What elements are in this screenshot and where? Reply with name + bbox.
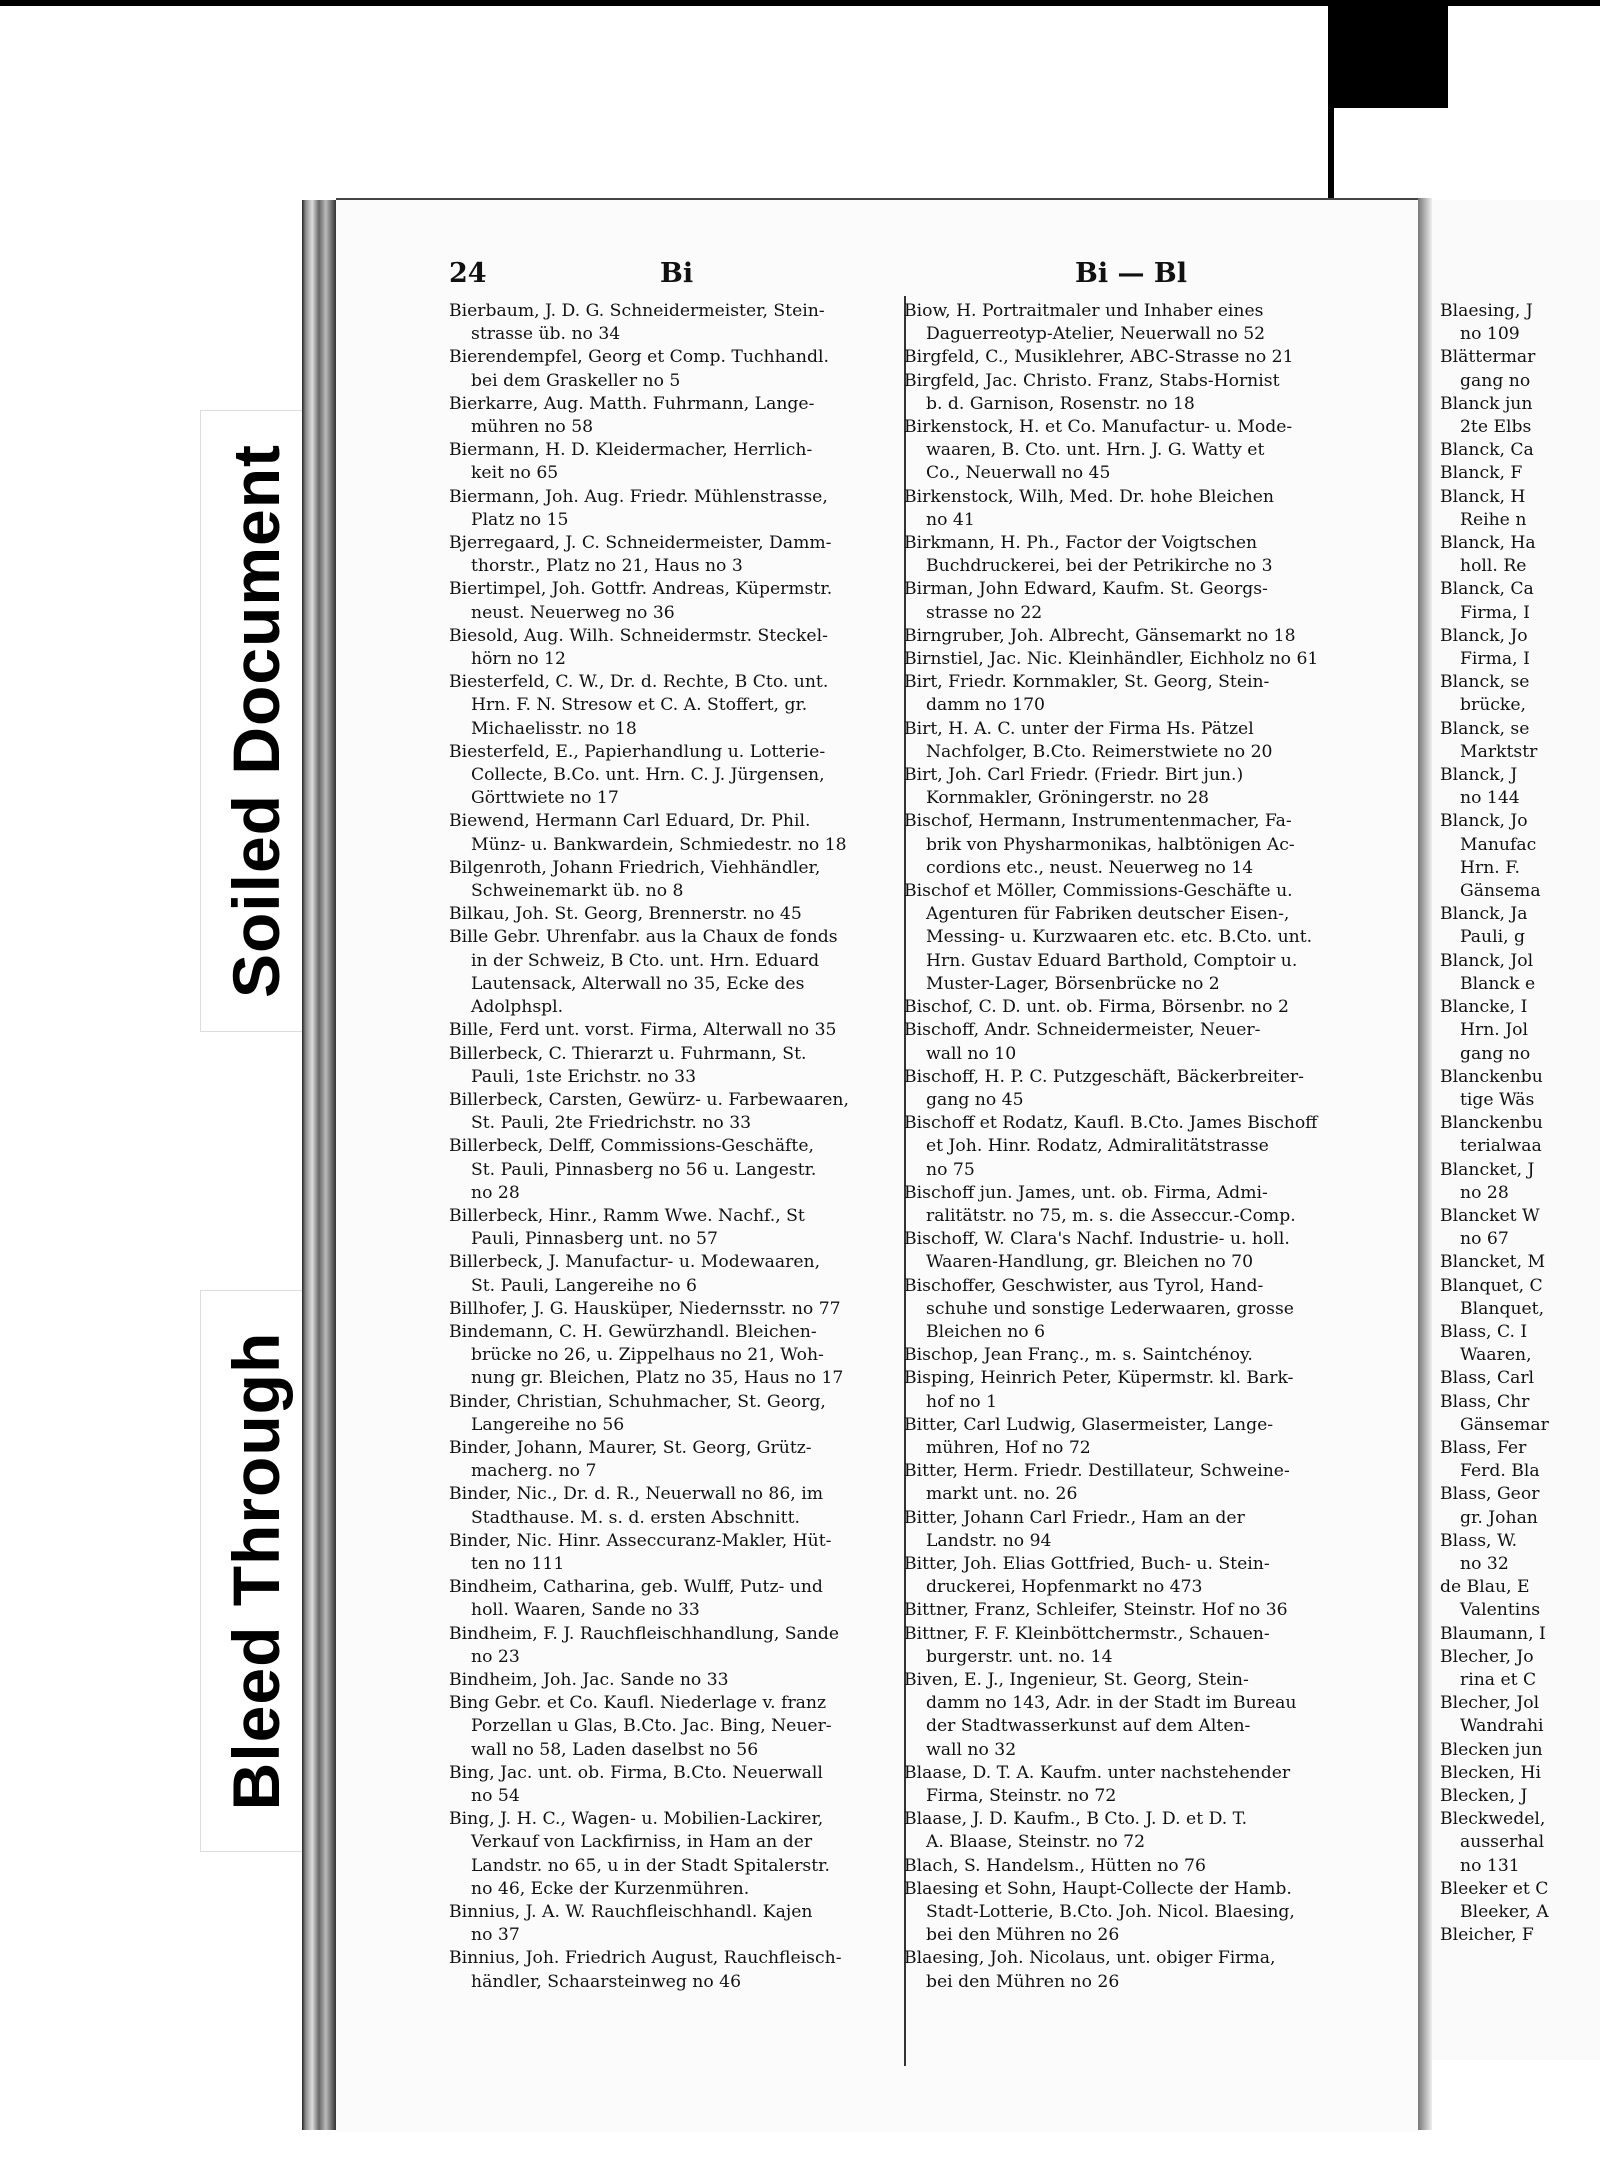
directory-line: Münz- u. Bankwardein, Schmiedestr. no 18 (471, 834, 847, 855)
directory-line: Firma, I (1460, 602, 1530, 623)
directory-line: Blaumann, I (1440, 1623, 1546, 1644)
directory-line: Landstr. no 94 (926, 1530, 1052, 1551)
directory-line: holl. Re (1460, 556, 1527, 577)
directory-line: Bittner, F. F. Kleinböttchermstr., Schauen- (904, 1623, 1270, 1644)
directory-line: Bilkau, Joh. St. Georg, Brennerstr. no 45 (449, 904, 802, 925)
directory-line: no 37 (471, 1925, 520, 1946)
directory-line: Bischof, C. D. unt. ob. Firma, Börsenbr. no 2 (904, 997, 1289, 1018)
directory-line: Bing Gebr. et Co. Kaufl. Niederlage v. franz (449, 1693, 827, 1714)
directory-line: Bleicher, F (1440, 1925, 1534, 1946)
directory-line: Binnius, J. A. W. Rauchfleischhandl. Kajen (449, 1902, 813, 1923)
directory-line: de Blau, E (1440, 1577, 1530, 1598)
directory-line: Blanquet, C (1440, 1275, 1543, 1296)
soiled-document-label: Soiled Document (219, 443, 293, 999)
directory-line: Bindheim, F. J. Rauchfleischhandlung, Sande (449, 1623, 840, 1644)
directory-line: Blaesing, J (1440, 301, 1533, 321)
directory-line: Adolphspl. (471, 997, 564, 1018)
directory-line: mühren, Hof no 72 (926, 1437, 1091, 1458)
directory-line: Billerbeck, Delff, Commissions-Geschäfte, (449, 1136, 814, 1157)
directory-line: Firma, Steinstr. no 72 (926, 1786, 1117, 1806)
directory-line: Bischoff jun. James, unt. ob. Firma, Admi- (904, 1182, 1268, 1203)
directory-line: Firma, I (1460, 649, 1530, 670)
directory-line: Birman, John Edward, Kaufm. St. Georgs- (904, 579, 1268, 600)
directory-line: Bischoff, Andr. Schneidermeister, Neuer- (904, 1020, 1261, 1041)
scanner-black-strip (1328, 0, 1448, 108)
directory-line: Waaren-Handlung, gr. Bleichen no 70 (926, 1252, 1254, 1273)
directory-line: Bleckwedel, (1440, 1809, 1546, 1830)
directory-line: no 54 (471, 1786, 520, 1806)
directory-line: burgerstr. unt. no. 14 (926, 1646, 1113, 1667)
directory-line: waaren, B. Cto. unt. Hrn. J. G. Watty et (926, 440, 1265, 461)
directory-line: Bittner, Franz, Schleifer, Steinstr. Hof no 36 (904, 1600, 1288, 1621)
directory-line: Nachfolger, B.Cto. Reimerstwiete no 20 (926, 741, 1273, 762)
directory-line: Biesold, Aug. Wilh. Schneidermstr. Steckel- (449, 625, 828, 646)
directory-line: Blanck, Jo (1440, 625, 1528, 646)
directory-line: Birt, Joh. Carl Friedr. (Friedr. Birt jun.) (904, 765, 1244, 786)
directory-line: gang no 45 (926, 1089, 1024, 1110)
directory-line: no 41 (926, 509, 975, 530)
next-page-column (1440, 300, 1549, 1947)
directory-line: ten no 111 (471, 1553, 565, 1574)
directory-line: Bitter, Carl Ludwig, Glasermeister, Lange- (904, 1414, 1274, 1435)
directory-line: Bitter, Joh. Elias Gottfried, Buch- u. Stein- (904, 1553, 1270, 1574)
directory-line: Bischoff, W. Clara's Nachf. Industrie- u. holl. (904, 1229, 1290, 1250)
directory-line: Michaelisstr. no 18 (471, 718, 637, 739)
directory-line: Binnius, Joh. Friedrich August, Rauchfleisch- (449, 1948, 842, 1969)
directory-line: Biow, H. Portraitmaler und Inhaber eines (904, 301, 1264, 321)
directory-line: Birkenstock, H. et Co. Manufactur- u. Mode- (904, 417, 1293, 438)
directory-line: Blanck, Jo (1440, 811, 1528, 832)
directory-line: Biertimpel, Joh. Gottfr. Andreas, Küpermstr. (449, 579, 833, 600)
directory-line: Blanck, F (1440, 463, 1523, 484)
directory-line: Gänsemar (1460, 1414, 1549, 1435)
directory-line: Birgfeld, Jac. Christo. Franz, Stabs-Hornist (904, 370, 1280, 391)
directory-line: no 67 (1460, 1229, 1509, 1250)
directory-line: hof no 1 (926, 1391, 998, 1412)
directory-line: Blaesing et Sohn, Haupt-Collecte der Hamb. (904, 1878, 1292, 1899)
directory-line: A. Blaase, Steinstr. no 72 (926, 1832, 1146, 1853)
directory-line: Bille Gebr. Uhrenfabr. aus la Chaux de fonds (449, 927, 838, 948)
directory-line: Biven, E. J., Ingenieur, St. Georg, Stein- (904, 1669, 1249, 1690)
directory-line: strasse no 22 (926, 602, 1043, 623)
directory-line: Wandrahi (1460, 1716, 1544, 1737)
directory-line: Blecken jun (1440, 1739, 1543, 1760)
directory-line: Bischop, Jean Franç., m. s. Saintchénoy. (904, 1345, 1253, 1366)
directory-line: bei den Mühren no 26 (926, 1925, 1120, 1946)
directory-line: Biermann, H. D. Kleidermacher, Herrlich- (449, 440, 813, 461)
directory-line: bei den Mühren no 26 (926, 1971, 1120, 1992)
directory-line: Schweinemarkt üb. no 8 (471, 881, 684, 902)
directory-line: Billerbeck, Carsten, Gewürz- u. Farbewaaren, (449, 1089, 849, 1110)
directory-line: gang no (1460, 1043, 1531, 1064)
directory-line: Pauli, g (1460, 927, 1526, 948)
directory-line: Blanckenbu (1440, 1113, 1543, 1134)
directory-line: Bilgenroth, Johann Friedrich, Viehhändler, (449, 857, 821, 878)
directory-line: rina et C (1460, 1669, 1537, 1690)
directory-line: strasse üb. no 34 (471, 324, 621, 345)
directory-line: Blanckenbu (1440, 1066, 1543, 1087)
directory-line: ausserhal (1460, 1832, 1545, 1853)
directory-line: Blanck, se (1440, 718, 1530, 739)
directory-line: neust. Neuerweg no 36 (471, 602, 675, 623)
directory-line: Birt, Friedr. Kornmakler, St. Georg, Stein- (904, 672, 1270, 693)
directory-line: Blanck, H (1440, 486, 1526, 507)
directory-line: Binder, Johann, Maurer, St. Georg, Grütz- (449, 1437, 812, 1458)
directory-line: druckerei, Hopfenmarkt no 473 (926, 1577, 1203, 1598)
directory-line: Valentins (1460, 1600, 1541, 1621)
directory-line: Bleeker, A (1460, 1902, 1549, 1923)
directory-line: Marktstr (1460, 741, 1538, 762)
directory-line: Billhofer, J. G. Hausküper, Niedernsstr. no 77 (449, 1298, 841, 1319)
directory-line: no 75 (926, 1159, 975, 1180)
directory-line: Bing, J. H. C., Wagen- u. Mobilien-Lackirer, (449, 1809, 824, 1830)
directory-line: Binder, Nic., Dr. d. R., Neuerwall no 86, im (449, 1484, 824, 1505)
directory-line: Bierendempfel, Georg et Comp. Tuchhandl. (449, 347, 829, 368)
directory-line: Bleichen no 6 (926, 1321, 1046, 1342)
directory-line: St. Pauli, 2te Friedrichstr. no 33 (471, 1113, 752, 1134)
directory-line: Billerbeck, J. Manufactur- u. Modewaaren, (449, 1252, 821, 1273)
directory-line: Blanquet, (1460, 1298, 1545, 1319)
directory-line: St. Pauli, Pinnasberg no 56 u. Langestr. (471, 1159, 817, 1180)
directory-line: Biesterfeld, C. W., Dr. d. Rechte, B Cto. unt. (449, 672, 829, 693)
directory-line: brücke no 26, u. Zippelhaus no 21, Woh- (471, 1345, 824, 1366)
directory-line: Blecken, Hi (1440, 1762, 1541, 1783)
directory-line: no 32 (1460, 1553, 1509, 1574)
directory-line: Blancket W (1440, 1205, 1540, 1226)
directory-line: Hrn. F. N. Stresow et C. A. Stoffert, gr. (471, 695, 808, 716)
directory-line: Blanck, J (1440, 765, 1518, 786)
directory-line: Reihe n (1460, 509, 1527, 530)
directory-line: macherg. no 7 (471, 1461, 597, 1482)
directory-line: Daguerreotyp-Atelier, Neuerwall no 52 (926, 324, 1266, 345)
directory-line: Hrn. Jol (1460, 1020, 1528, 1041)
directory-line: Landstr. no 65, u in der Stadt Spitalerstr. (471, 1855, 830, 1876)
directory-line: cordions etc., neust. Neuerweg no 14 (926, 857, 1254, 878)
directory-line: Bindheim, Catharina, geb. Wulff, Putz- und (449, 1577, 823, 1598)
directory-line: Bille, Ferd unt. vorst. Firma, Alterwall no 35 (449, 1020, 837, 1041)
directory-line: Pauli, 1ste Erichstr. no 33 (471, 1066, 697, 1087)
directory-line: Biewend, Hermann Carl Eduard, Dr. Phil. (449, 811, 811, 832)
directory-line: Bitter, Herm. Friedr. Destillateur, Schweine- (904, 1461, 1290, 1482)
directory-line: no 28 (471, 1182, 520, 1203)
directory-line: wall no 10 (926, 1043, 1017, 1064)
directory-line: Görttwiete no 17 (471, 788, 619, 809)
directory-line: 2te Elbs (1460, 417, 1532, 438)
directory-line: et Joh. Hinr. Rodatz, Admiralitätstrasse (926, 1136, 1269, 1157)
directory-line: Blass, C. I (1440, 1321, 1528, 1342)
directory-line: tige Wäs (1460, 1089, 1535, 1110)
directory-line: schuhe und sonstige Lederwaaren, grosse (926, 1298, 1294, 1319)
directory-line: Billerbeck, C. Thierarzt u. Fuhrmann, St. (449, 1043, 807, 1064)
directory-line: Bischoffer, Geschwister, aus Tyrol, Hand- (904, 1275, 1264, 1296)
directory-line: Manufac (1460, 834, 1537, 855)
directory-line: Bitter, Johann Carl Friedr., Ham an der (904, 1507, 1245, 1528)
directory-line: Birnstiel, Jac. Nic. Kleinhändler, Eichholz no 61 (904, 649, 1319, 670)
directory-line: hörn no 12 (471, 649, 566, 670)
directory-line: Bischof, Hermann, Instrumentenmacher, Fa- (904, 811, 1292, 832)
directory-line: Bischof et Möller, Commissions-Geschäfte u. (904, 881, 1293, 902)
directory-line: Pauli, Pinnasberg unt. no 57 (471, 1229, 718, 1250)
directory-line: Gänsema (1460, 881, 1541, 902)
directory-line: Co., Neuerwall no 45 (926, 463, 1111, 484)
directory-line: Blanck, Ja (1440, 904, 1528, 925)
directory-line: Blanck jun (1440, 393, 1533, 414)
directory-line: thorstr., Platz no 21, Haus no 3 (471, 556, 743, 577)
directory-line: no 46, Ecke der Kurzenmühren. (471, 1878, 750, 1899)
directory-line: Collecte, B.Co. unt. Hrn. C. J. Jürgensen, (471, 765, 825, 786)
directory-line: keit no 65 (471, 463, 559, 484)
directory-line: Hrn. F. (1460, 857, 1520, 878)
directory-line: Bindheim, Joh. Jac. Sande no 33 (449, 1669, 729, 1690)
directory-line: no 109 (1460, 324, 1520, 345)
directory-line: Buchdruckerei, bei der Petrikirche no 3 (926, 556, 1273, 577)
directory-line: Billerbeck, Hinr., Ramm Wwe. Nachf., St (449, 1205, 805, 1226)
directory-line: Binder, Christian, Schuhmacher, St. Georg, (449, 1391, 826, 1412)
directory-line: ralitätstr. no 75, m. s. die Asseccur.-Comp. (926, 1205, 1296, 1226)
directory-line: Blanck, Jol (1440, 950, 1534, 971)
directory-line: gang no (1460, 370, 1531, 391)
directory-line: no 131 (1460, 1855, 1520, 1876)
directory-line: Blancke, I (1440, 997, 1528, 1018)
directory-line: holl. Waaren, Sande no 33 (471, 1600, 700, 1621)
directory-line: Blass, Geor (1440, 1484, 1540, 1505)
directory-line: in der Schweiz, B Cto. unt. Hrn. Eduard (471, 950, 820, 971)
directory-line: bei dem Graskeller no 5 (471, 370, 681, 391)
directory-line: Lautensack, Alterwall no 35, Ecke des (471, 973, 805, 994)
book-binding (302, 200, 336, 2130)
directory-line: Blanck e (1460, 973, 1536, 994)
directory-line: Porzellan u Glas, B.Cto. Jac. Bing, Neuer- (471, 1716, 832, 1737)
directory-line: brücke, (1460, 695, 1526, 716)
directory-line: der Stadtwasserkunst auf dem Alten- (926, 1716, 1251, 1737)
directory-line: gr. Johan (1460, 1507, 1538, 1528)
directory-line: Langereihe no 56 (471, 1414, 625, 1435)
directory-line: Messing- u. Kurzwaaren etc. etc. B.Cto. unt. (926, 927, 1313, 948)
directory-line: b. d. Garnison, Rosenstr. no 18 (926, 393, 1195, 414)
directory-line: no 23 (471, 1646, 520, 1667)
directory-line: Blass, Fer (1440, 1437, 1527, 1458)
directory-line: brik von Physharmonikas, halbtönigen Ac- (926, 834, 1295, 855)
directory-line: Stadt-Lotterie, B.Cto. Joh. Nicol. Blaesing, (926, 1902, 1295, 1923)
directory-line: St. Pauli, Langereihe no 6 (471, 1275, 697, 1296)
directory-line: Blancket, M (1440, 1252, 1546, 1273)
directory-line: Agenturen für Fabriken deutscher Eisen-, (926, 904, 1290, 925)
directory-line: Blanck, Ca (1440, 579, 1534, 600)
directory-line: Blanck, Ha (1440, 533, 1536, 554)
directory-line: Blättermar (1440, 347, 1536, 368)
directory-line: Birgfeld, C., Musiklehrer, ABC-Strasse no 21 (904, 347, 1294, 368)
directory-line: Biermann, Joh. Aug. Friedr. Mühlenstrasse, (449, 486, 828, 507)
directory-line: Blaesing, Joh. Nicolaus, unt. obiger Firma, (904, 1948, 1276, 1969)
directory-line: Bischoff, H. P. C. Putzgeschäft, Bäckerbreiter- (904, 1066, 1304, 1087)
soiled-document-tab (200, 410, 312, 1032)
directory-line: no 144 (1460, 788, 1520, 809)
directory-line: Birt, H. A. C. unter der Firma Hs. Pätzel (904, 718, 1254, 739)
directory-line: Blecken, J (1440, 1786, 1528, 1806)
directory-line: Stadthause. M. s. d. ersten Abschnitt. (471, 1507, 800, 1528)
next-page-fragment (1432, 200, 1600, 2060)
directory-line: Bierkarre, Aug. Matth. Fuhrmann, Lange- (449, 393, 815, 414)
directory-line: Bischoff et Rodatz, Kaufl. B.Cto. James Bischoff (904, 1113, 1318, 1134)
directory-line: Bing, Jac. unt. ob. Firma, B.Cto. Neuerwall (449, 1762, 823, 1783)
directory-line: Platz no 15 (471, 509, 569, 530)
directory-line: Waaren, (1460, 1345, 1532, 1366)
directory-line: mühren no 58 (471, 417, 594, 438)
directory-line: Birkmann, H. Ph., Factor der Voigtschen (904, 533, 1258, 554)
left-column (449, 300, 897, 1994)
directory-line: no 28 (1460, 1182, 1509, 1203)
directory-line: Bisping, Heinrich Peter, Küpermstr. kl. Bark- (904, 1368, 1294, 1389)
directory-line: Blaase, J. D. Kaufm., B Cto. J. D. et D. T. (904, 1809, 1248, 1830)
directory-line: terialwaa (1460, 1136, 1542, 1157)
directory-line: Blass, W. (1440, 1530, 1518, 1551)
directory-line: Verkauf von Lackfirniss, in Ham an der (471, 1832, 813, 1853)
directory-line: händler, Schaarsteinweg no 46 (471, 1971, 742, 1992)
directory-line: Blecher, Jol (1440, 1693, 1540, 1714)
directory-line: Birngruber, Joh. Albrecht, Gänsemarkt no 18 (904, 625, 1296, 646)
right-column (904, 300, 1354, 1994)
directory-line: Blanck, Ca (1440, 440, 1534, 461)
right-running-head: Bi — Bl (1075, 258, 1187, 289)
directory-line: Binder, Nic. Hinr. Asseccuranz-Makler, Hüt- (449, 1530, 832, 1551)
page-number: 24 (449, 258, 487, 289)
directory-line: Blecher, Jo (1440, 1646, 1534, 1667)
bleed-through-label: Bleed Through (219, 1331, 293, 1811)
directory-line: Bierbaum, J. D. G. Schneidermeister, Stein- (449, 301, 825, 321)
directory-line: Blancket, J (1440, 1159, 1535, 1180)
page-fold-shadow (1418, 198, 1432, 2130)
directory-line: Hrn. Gustav Eduard Barthold, Comptoir u. (926, 950, 1298, 971)
directory-line: nung gr. Bleichen, Platz no 35, Haus no 17 (471, 1368, 844, 1389)
directory-line: Bindemann, C. H. Gewürzhandl. Bleichen- (449, 1321, 817, 1342)
directory-line: wall no 58, Laden daselbst no 56 (471, 1739, 759, 1760)
directory-line: Blaase, D. T. A. Kaufm. unter nachstehender (904, 1762, 1291, 1783)
directory-line: Blass, Chr (1440, 1391, 1530, 1412)
directory-line: Kornmakler, Gröningerstr. no 28 (926, 788, 1209, 809)
directory-line: Blass, Carl (1440, 1368, 1535, 1389)
directory-line: wall no 32 (926, 1739, 1017, 1760)
directory-line: Birkenstock, Wilh, Med. Dr. hohe Bleichen (904, 486, 1274, 507)
directory-line: Ferd. Bla (1460, 1461, 1540, 1482)
directory-line: damm no 170 (926, 695, 1045, 716)
directory-line: Bjerregaard, J. C. Schneidermeister, Damm- (449, 533, 832, 554)
directory-line: markt unt. no. 26 (926, 1484, 1078, 1505)
directory-line: Muster-Lager, Börsenbrücke no 2 (926, 973, 1220, 994)
directory-line: Blanck, se (1440, 672, 1530, 693)
bleed-through-tab (200, 1290, 312, 1852)
left-running-head: Bi (660, 258, 694, 289)
directory-line: damm no 143, Adr. in der Stadt im Bureau (926, 1693, 1297, 1714)
directory-line: Biesterfeld, E., Papierhandlung u. Lotterie- (449, 741, 826, 762)
directory-line: Bleeker et C (1440, 1878, 1549, 1899)
directory-line: Blach, S. Handelsm., Hütten no 76 (904, 1855, 1206, 1876)
